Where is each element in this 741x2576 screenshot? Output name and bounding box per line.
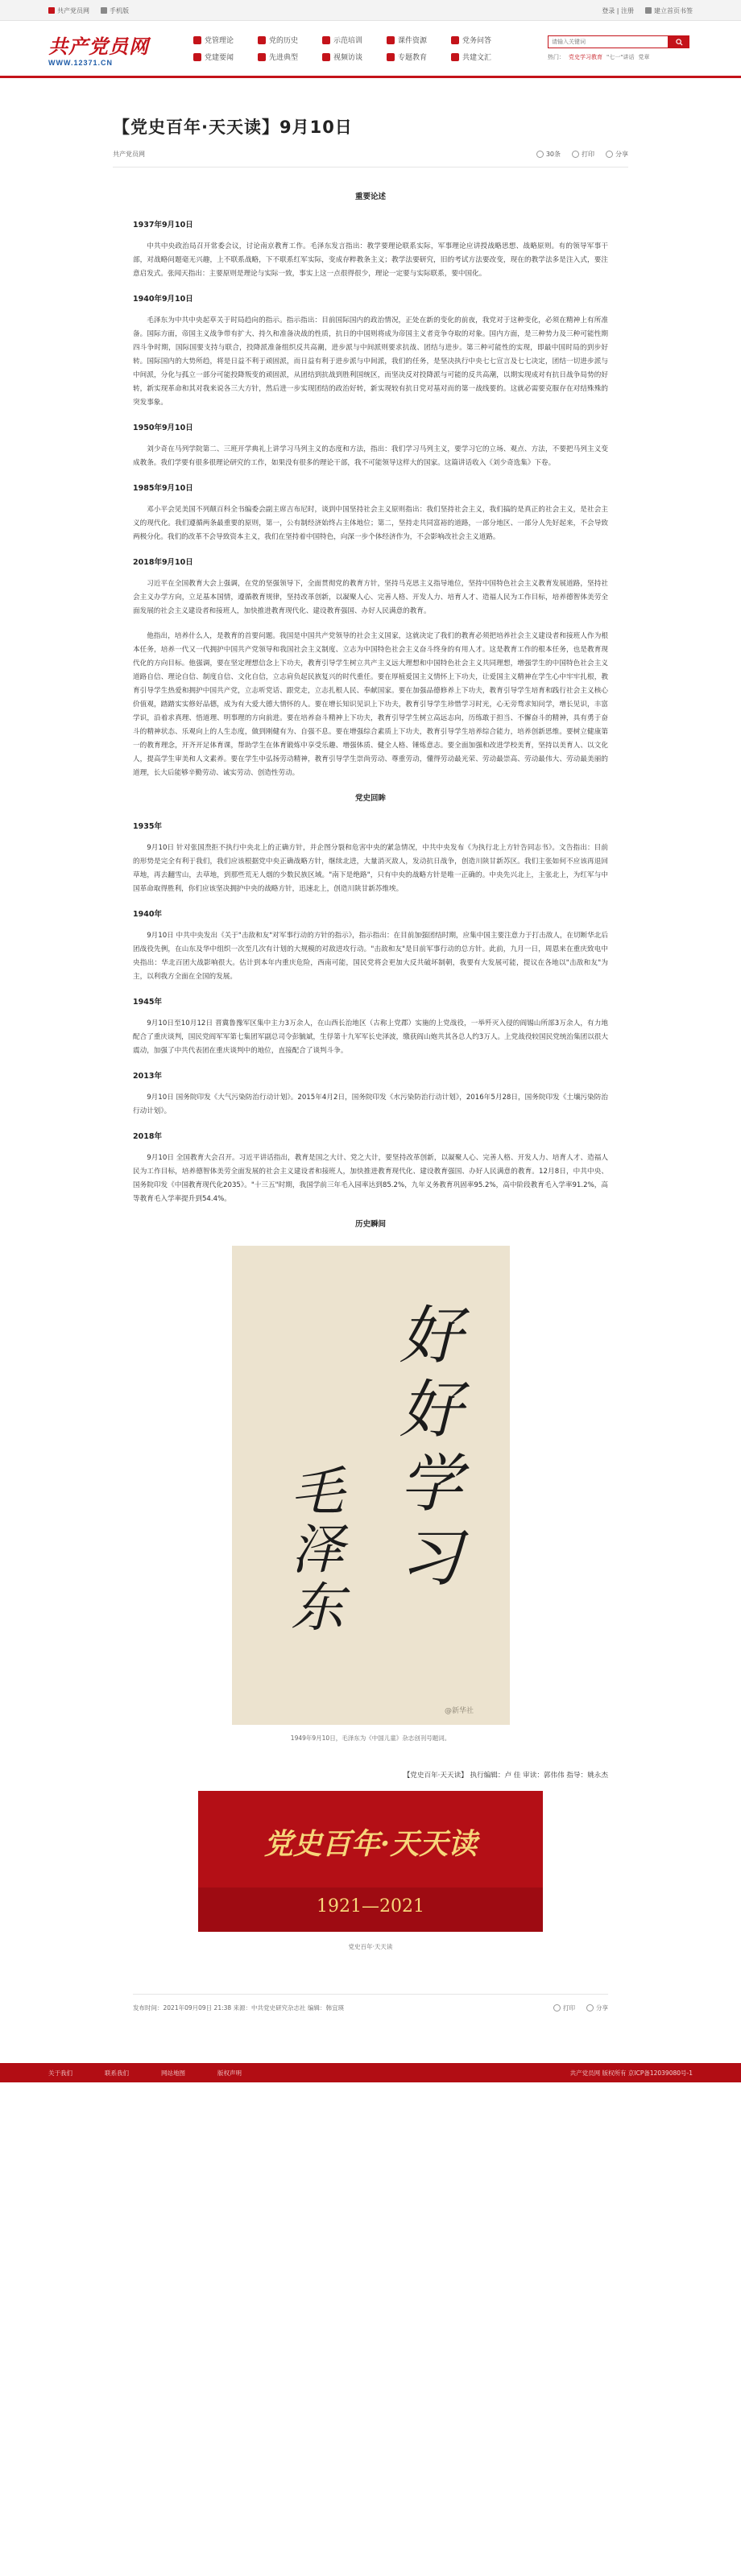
search-button[interactable]: [669, 35, 689, 48]
image-watermark: @新华社: [444, 1707, 474, 1715]
calligraphy-image: [232, 1246, 510, 1725]
article-source: 共产党员网: [113, 151, 145, 158]
login-link[interactable]: 登录 | 注册: [602, 6, 634, 14]
banner-title: 党史百年·天天读: [263, 1827, 478, 1861]
comment-count[interactable]: 30条: [536, 150, 561, 159]
print-button[interactable]: 打印: [572, 150, 594, 159]
site-logo[interactable]: 共产党员网 WWW.12371.CN: [48, 34, 149, 67]
entry-date: 1935年: [133, 822, 162, 831]
site-header: [48, 21, 693, 76]
share-button[interactable]: 分享: [586, 2001, 608, 2015]
entry-text: 9月10日 针对张国焘拒不执行中央北上的正确方针，并企图分裂和危害中央的紧急情况，中共中央发布《为执行北上方针告同志书》。文告指出：目前的形势是完全有利于我们，我们应该根据党中央正确战略方针，继续北进，大量消灭敌人，发动抗日战争，创造川陕甘新苏区。我们主张如何不应该再退回草地，再去翻雪山，去草地，到那些荒无人烟的少数民族区域。"南下是绝路"，只有中央的战略方针是唯一正确的。中央先兴北上，主张北上，为红军与中国革命取得胜利，你们应该坚决拥护中央的战略方针，迅速北上，创造川陕甘新苏维埃。: [133, 844, 608, 893]
nav-item[interactable]: 先进典型: [258, 52, 322, 62]
main-nav: [193, 35, 515, 62]
entry-text: 9月10日至10月12日 晋冀鲁豫军区集中主力3万余人，在山西长治地区（古称上党郡）实施的上党战役，一举歼灭入侵的阎锡山所部3万余人，有力地配合了重庆谈判，国民党阎军军第七集团军副总司令彭毓斌，生俘第十九军军长史泽波，缴获阎山炮共其各总人约3万人。上党战役较国民党统治集团以很大震动，加强了中共代表团在重庆谈判中的地位，直接配合了谈判斗争。: [133, 1019, 608, 1055]
article-body: [113, 190, 628, 2015]
entry-text: 毛泽东为中共中央起草关于时局趋向的指示。指示指出：目前国际国内的政治情况，正处在新的变化的前夜，我党对于这种变化，必须在精神上有所准备。国际方面，帝国主义战争带有扩大、持久和准备决战的性质，抗日的中国则将成为帝国主义者竞争夺取的对象。国内方面，是三种势力及三种可能性期四斗争时期，国际国要支持与联合，投降派准备组织反共高潮，进步派与中间派则要求抗战、团结与进步。第三种可能性的实现，即最中国时局的到步好转。国际国内的大势所趋，将是日益不利于顽固派，而日益有利于进步派与中间派，我们的任务，是坚决执行中央七七宣言及七七决定，团结一切进步派与中间派，分化与孤立一部分可能投降叛变的顽固派，从团结到抗战到胜利国统区，而坚决反对投降派与可能的反共高潮，以期实现成对有抗日战争局势的好转，新实现革命和其对我来说各三大方针，然后进一步实现团结的政治好转，新实现较有抗日党对基对而的第一战线要的。这就必需要克服存在对结殊殊的突发事象。: [133, 316, 608, 407]
entry-date: 2018年9月10日: [133, 558, 193, 567]
article-meta: [113, 150, 628, 167]
search-icon: [676, 39, 683, 46]
nav-icon: [387, 36, 395, 44]
nav-item[interactable]: 专题教育: [387, 52, 451, 62]
entry-text: 他指出，培养什么人，是教育的首要问题。我国是中国共产党领导的社会主义国家，这就决定了我们的教育必须把培养社会主义建设者和接班人作为根本任务，培养一代又一代拥护中国共产党领导和我国社会主义制度、立志为中国特色社会主义奋斗终身的有用人才。这是教育工作的根本任务，也是教育现代化的方向目标。他强调，要在坚定理想信念上下功夫，教育引导学生树立共产主义远大理想和中国特色社会主义共同理想，增强学生的中国特色社会主义道路自信、理论自信、制度自信、文化自信，立志肩负起民族复兴的时代重任。要在厚植爱国主义情怀上下功夫，让爱国主义精神在学生心中牢牢扎根，教育引导学生热爱和拥护中国共产党，立志听党话、跟党走，立志扎根人民、奉献国家。要在加强品德修养上下功夫，教育引导学生培育和践行社会主义核心价值观，踏踏实实修好品德，成为有大爱大德大情怀的人。要在增长知识见识上下功夫，教育引导学生珍惜学习时光，心无旁骛求知问学，增长见识，丰富学识，沿着求真理、悟道理、明事理的方向前进。要在培养奋斗精神上下功夫，教育引导学生树立高远志向，历练敢于担当、不懈奋斗的精神，具有勇于奋斗的精神状态、乐观向上的人生态度，做到刚健有为、自强不息。要在增强综合素质上下功夫，教育引导学生培养综合能力，培养创新思维。要树立健康第一的教育理念，开齐开足体育课，帮助学生在体育锻炼中享受乐趣、增强体质、健全人格、锤炼意志。要全面加强和改进学校美育，坚持以美育人、以文化人，提高学生审美和人文素养。要在学生中弘扬劳动精神，教育引导学生崇尚劳动、尊重劳动，懂得劳动最光荣、劳动最崇高、劳动最伟大、劳动最美丽的道理，长大后能够辛勤劳动、诚实劳动、创造性劳动。: [133, 632, 608, 777]
publish-info: 发布时间：2021年09月09日 21:38 来源：中共党史研究杂志社 编辑：韩宜瑛: [133, 2004, 344, 2012]
banner-years: 1921—2021: [317, 1896, 424, 1916]
figure-caption: 1949年9月10日，毛泽东为《中国儿童》杂志创刊号题词。: [290, 1735, 451, 1742]
nav-icon: [322, 36, 330, 44]
print-icon: [553, 2004, 561, 2012]
footer-link[interactable]: 版权声明: [217, 2069, 242, 2077]
topbar-mobile-link[interactable]: 手机版: [101, 6, 129, 15]
share-button[interactable]: 分享: [606, 150, 628, 159]
topbar-home-link[interactable]: 共产党员网: [48, 6, 89, 15]
nav-icon: [451, 36, 459, 44]
nav-item[interactable]: 党建要闻: [193, 52, 258, 62]
footer-link[interactable]: 联系我们: [105, 2069, 129, 2077]
entry-text: 9月10日 中共中央发出《关于"击敌和友"对军事行动的方针的指示》，指示指出：在目前加强团结时期，应集中国主要注意力于打击敌人，在切断华北后团战役先例，在山东及华中组织一次至几次有计划的大规模的对敌进攻行动。"击敌和友"是目前军事行动的总方针。此前，九月一日，周恩来在重庆致电中央指出：华北百团大战影响很大。估计到本年内重庆危险，西南可能，国民党将会更加大反共破坏制朝，我要有大发展可能，提议在各地以"击敌和友"为主，以利我方全面在全国的发展。: [133, 932, 608, 981]
hot-keyword[interactable]: 党章: [638, 54, 650, 60]
nav-item[interactable]: 共建文汇: [451, 52, 515, 62]
entry-date: 1937年9月10日: [133, 221, 193, 229]
nav-icon: [258, 53, 266, 61]
share-icon: [586, 2004, 594, 2012]
home-icon: [48, 7, 55, 14]
hot-keywords: 热门： 党史学习教育 "七一"讲话 党章: [548, 54, 650, 60]
search-area: [548, 35, 693, 61]
comment-icon: [536, 151, 544, 158]
entry-text: 邓小平会见美国不列颠百科全书编委会副主席吉布尼时，谈到中国坚持社会主义原则指出：我们坚持社会主义，我们搞的是真正的社会主义，是社会主义的现代化。我们遵循两条最重要的原则，第一，公有制经济始终占主体地位；第二，坚持走共同富裕的道路，一部分地区、一部分人先好起来，不会导致两极分化。我们的改革不会导致资本主义，我们在坚持着中国特色，向深一步个体经济作为，不会影响改社会主义道路。: [133, 506, 608, 541]
search-input[interactable]: [548, 35, 669, 48]
nav-item[interactable]: 课件资源: [387, 35, 451, 45]
history-figure: [133, 1246, 608, 1745]
entry-date: 1950年9月10日: [133, 424, 193, 432]
entry-text: 中共中央政治局召开常委会议，讨论南京教育工作。毛泽东发言指出：教学要理论联系实际，军事理论应讲授战略思想、战略原则。有的领导军事干部，对战略问题毫无兴趣，上不联系战略，下不联系红军实际，变成存粹教条主义；教学法要研究，旧的考试方法要改变，现在的教学法多是注入式，要注意启发式。张闻天指出：主要原则是理论与实际一致，事实上这一点很得很少，理论一定要与实际联系，要中国化。: [133, 242, 608, 278]
entry-text: 习近平在全国教育大会上强调，在党的坚强领导下，全面贯彻党的教育方针，坚持马克思主义指导地位，坚持中国特色社会主义教育发展道路，坚持社会主义办学方向，立足基本国情，遵循教育规律，坚持改革创新，以凝聚人心、完善人格、开发人力、培育人才、造福人民为工作目标，培养德智体美劳全面发展的社会主义建设者和接班人，加快推进教育现代化、建设教育强国、办好人民满意的教育。: [133, 580, 608, 615]
section-heading: 党史回眸: [354, 794, 386, 803]
share-icon: [606, 151, 613, 158]
nav-item[interactable]: 示范培训: [322, 35, 387, 45]
series-banner: [198, 1791, 543, 1932]
entry-text: 9月10日 国务院印发《大气污染防治行动计划》。2015年4月2日，国务院印发《水污染防治行动计划》，2016年5月28日，国务院印发《土壤污染防治行动计划》。: [133, 1094, 608, 1115]
top-bar: [0, 0, 741, 21]
nav-icon: [193, 53, 201, 61]
print-icon: [572, 151, 579, 158]
bookmark-link[interactable]: 建立首页书签: [645, 6, 693, 15]
entry-text: 刘少奇在马列学院第二、三班开学典礼上讲学习马列主义的态度和方法，指出：我们学习马列主义，要学习它的立场、观点、方法，不要把马列主义变成教条。我们学要有很多很理论研究的工作，如果没有很多的理论干部，我不可能领导这样大的国家。这篇讲话收入《刘少奇选集》下卷。: [133, 445, 608, 467]
nav-icon: [387, 53, 395, 61]
section-heading: 重要论述: [354, 192, 386, 201]
entry-date: 1940年: [133, 910, 162, 919]
hot-keyword[interactable]: 党史学习教育: [569, 54, 602, 60]
calligraphy-text-main: 好好学习: [388, 1302, 462, 1598]
entry-date: 1945年: [133, 998, 162, 1007]
article: [113, 78, 628, 2015]
nav-icon: [322, 53, 330, 61]
nav-item[interactable]: 党务问答: [451, 35, 515, 45]
bookmark-icon: [645, 7, 652, 14]
copyright: 共产党员网 版权所有 京ICP备12039080号-1: [569, 2069, 693, 2077]
footer-link[interactable]: 关于我们: [48, 2069, 72, 2077]
section-heading: 历史瞬间: [354, 1220, 386, 1229]
entry-date: 2018年: [133, 1132, 162, 1141]
calligraphy-signature: 毛泽东: [281, 1463, 343, 1637]
site-footer: [0, 2063, 741, 2082]
print-button[interactable]: 打印: [553, 2001, 575, 2015]
footer-link[interactable]: 网站地图: [161, 2069, 185, 2077]
entry-text: 9月10日 全国教育大会召开。习近平讲话指出，教育是国之大计、党之大计，要坚持改革创新，以凝聚人心、完善人格、开发人力、培育人才、造福人民为工作目标，培养德智体美劳全面发展的社会主义建设者和接班人，加快推进教育现代化、建设教育强国、办好人民满意的教育。12月8日，中共中央、国务院印发《中国教育现代化2035》。"十三五"时期，我国学前三年毛入园率达到85.2%，九年义务教育巩固率95.2%，高中阶段教育毛入学率91.2%，高等教育毛入学率提升到54.4%。: [133, 1154, 608, 1203]
nav-icon: [451, 53, 459, 61]
nav-item[interactable]: 党的历史: [258, 35, 322, 45]
banner-caption: 党史百年·天天读: [348, 1943, 393, 1950]
nav-icon: [193, 36, 201, 44]
entry-date: 2013年: [133, 1072, 162, 1081]
article-footer-meta: [133, 1994, 608, 2015]
editor-credit: 【党史百年·天天读】 执行编辑：卢 佳 审读：郭伟伟 指导：姚永杰: [403, 1772, 608, 1780]
page-title: 【党史百年·天天读】9月10日: [113, 118, 353, 137]
nav-item[interactable]: 党管理论: [193, 35, 258, 45]
entry-date: 1985年9月10日: [133, 484, 193, 493]
nav-item[interactable]: 视频访谈: [322, 52, 387, 62]
entry-date: 1940年9月10日: [133, 295, 193, 304]
nav-icon: [258, 36, 266, 44]
hot-keyword[interactable]: "七一"讲话: [606, 54, 635, 60]
mobile-icon: [101, 7, 107, 14]
